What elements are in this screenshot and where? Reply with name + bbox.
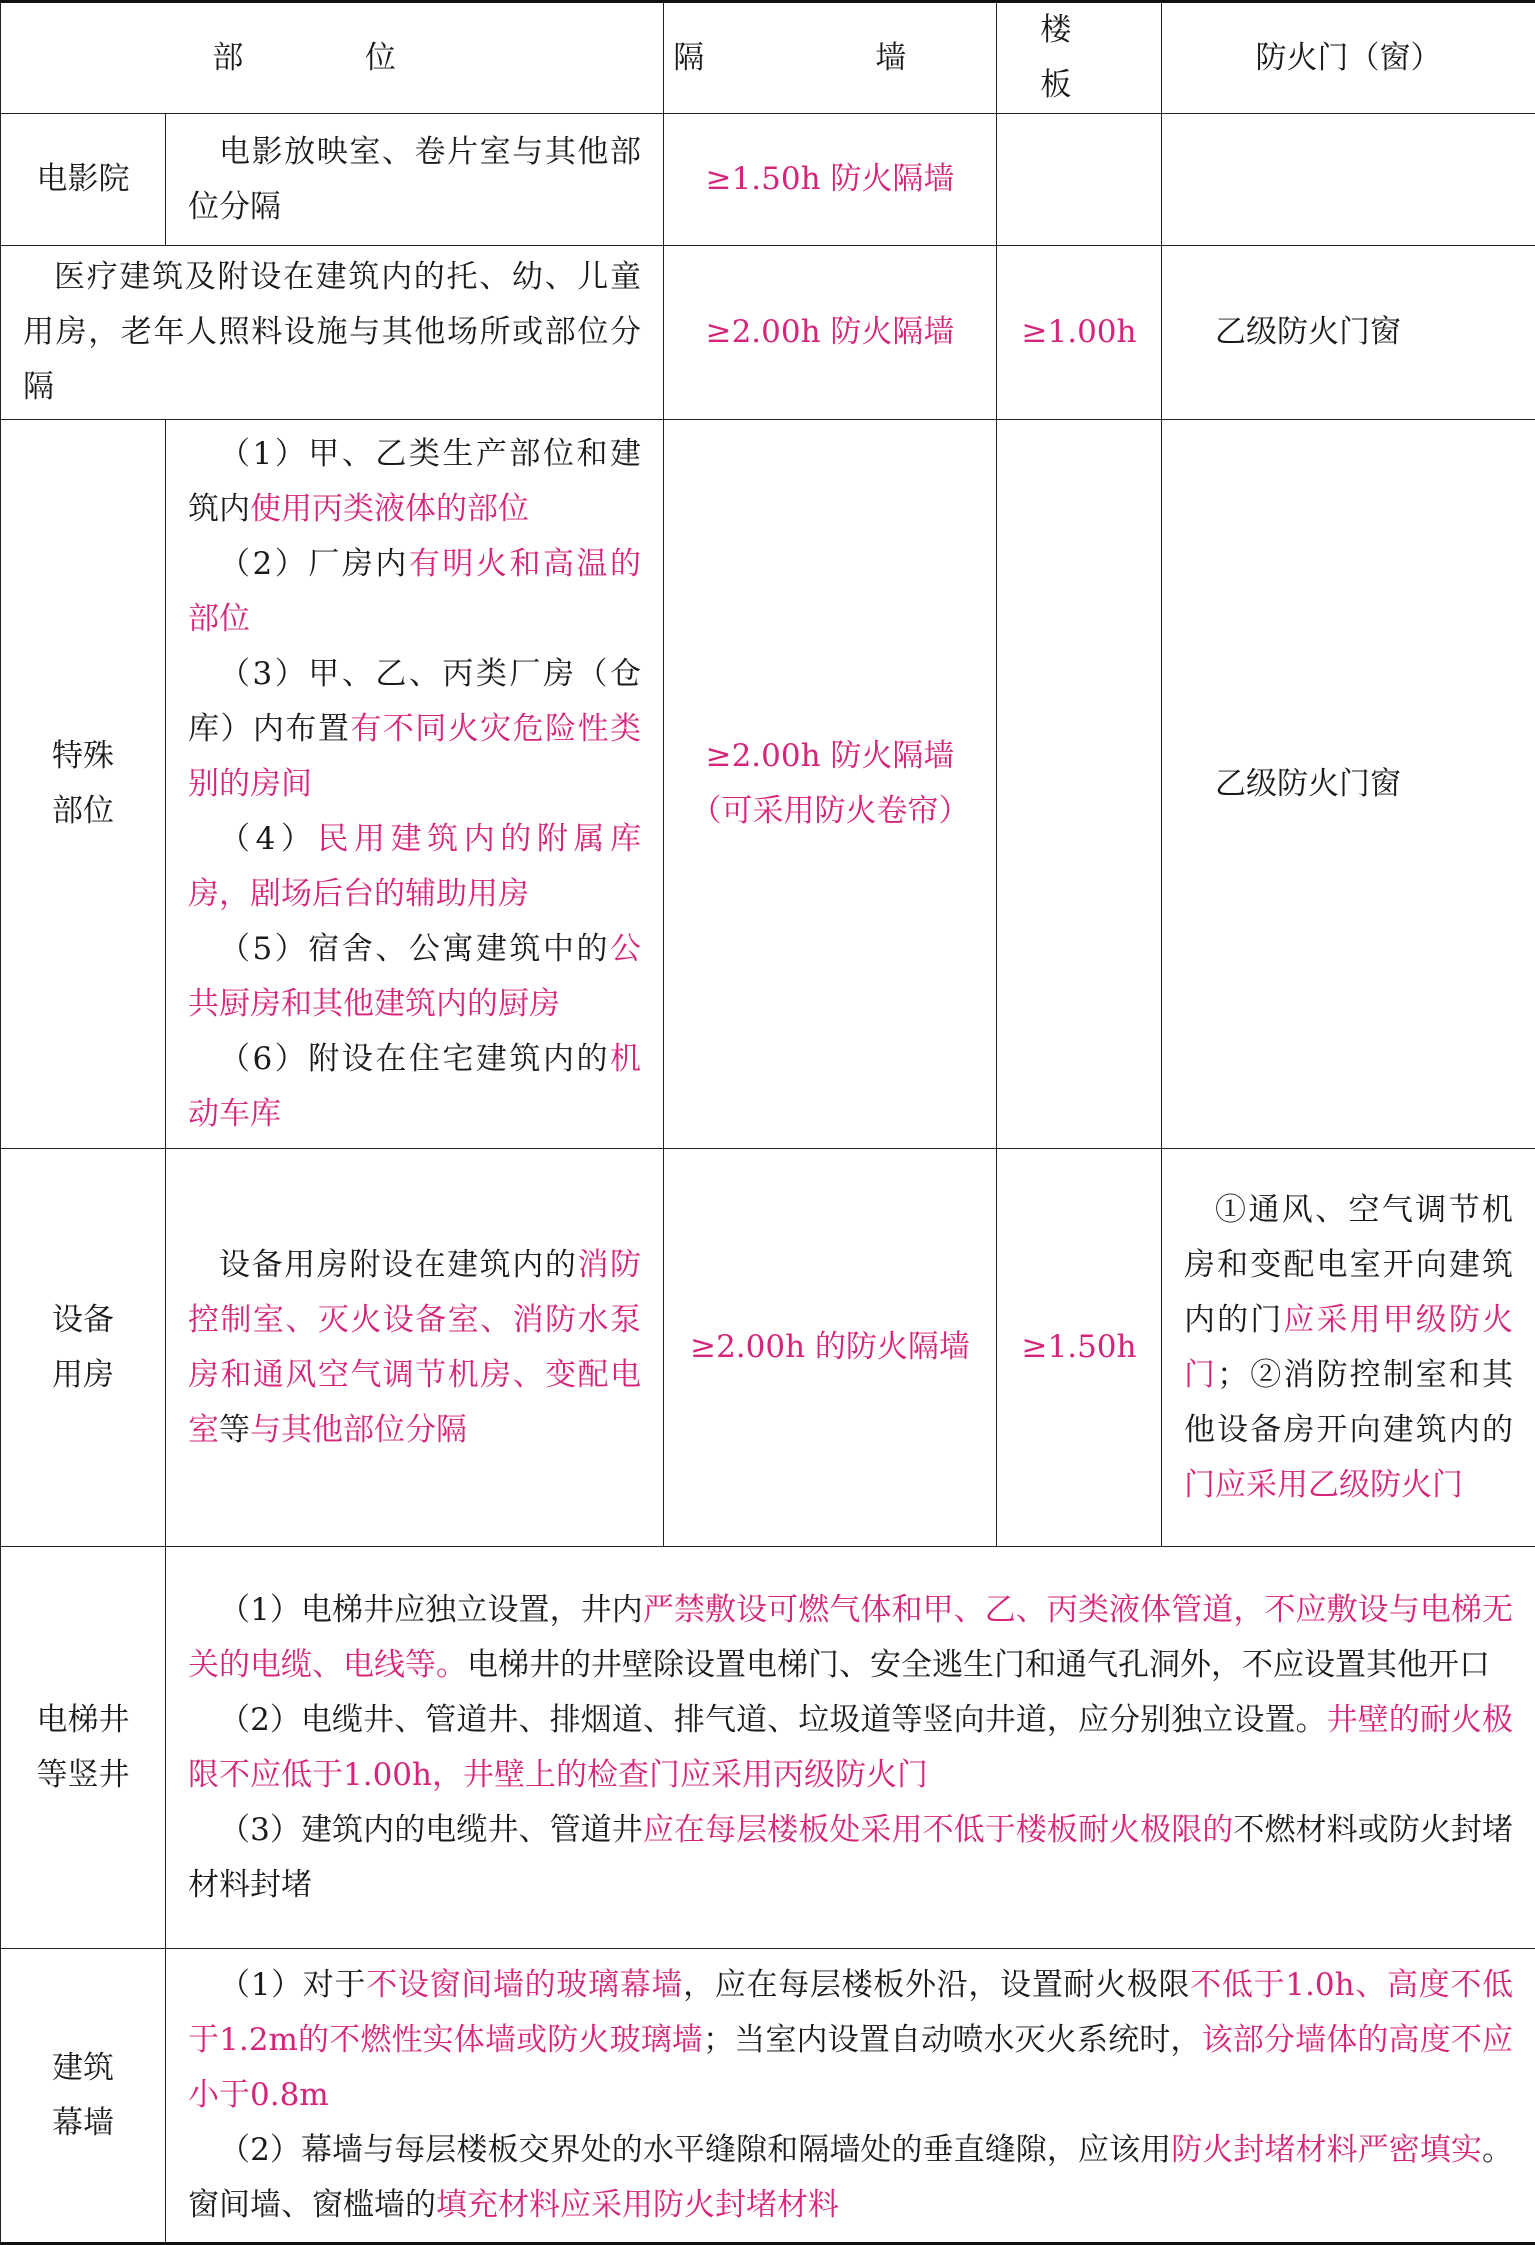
category-equipment: 设备 用房 <box>1 1149 166 1547</box>
list-item: （3）建筑内的电缆井、管道井应在每层楼板处采用不低于楼板耐火极限的不燃材料或防火封堵材料封堵 <box>188 1803 1513 1913</box>
list-item: （5）宿舍、公寓建筑中的公共厨房和其他建筑内的厨房 <box>188 922 641 1032</box>
list-item: （2）幕墙与每层楼板交界处的水平缝隙和隔墙处的垂直缝隙，应该用防火封堵材料严密填实。窗间墙、窗槛墙的填充材料应采用防火封堵材料 <box>188 2123 1513 2233</box>
list-item: （4）民用建筑内的附属库房，剧场后台的辅助用房 <box>188 812 641 922</box>
floor-medical: ≥1.00h <box>997 246 1162 420</box>
door-equipment: ①通风、空气调节机房和变配电室开向建筑内的门应采用甲级防火门；②消防控制室和其他设备房开向建筑内的门应采用乙级防火门 <box>1162 1149 1535 1547</box>
location-equipment: 设备用房附设在建筑内的消防控制室、灭火设备室、消防水泵房和通风空气调节机房、变配电室等与其他部位分隔 <box>166 1149 664 1547</box>
list-item: （2）电缆井、管道井、排烟道、排气道、垃圾道等竖向井道，应分别独立设置。井壁的耐火极限不应低于1.00h，井壁上的检查门应采用丙级防火门 <box>188 1693 1513 1803</box>
content-shaft <box>166 1547 1535 1949</box>
list-item: （1）电梯井应独立设置，井内严禁敷设可燃气体和甲、乙、丙类液体管道，不应敷设与电梯无关的电缆、电线等。电梯井的井壁除设置电梯门、安全逃生门和通气孔洞外，不应设置其他开口 <box>188 1583 1513 1693</box>
header-fire-door: 防火门（窗） <box>1162 2 1535 114</box>
floor-equipment: ≥1.50h <box>997 1149 1162 1547</box>
door-special: 乙级防火门窗 <box>1162 420 1535 1149</box>
table-row-special <box>1 420 1535 1149</box>
list-item: （1）对于不设窗间墙的玻璃幕墙，应在每层楼板外沿，设置耐火极限不低于1.0h、高度不低于1.2m的不燃性实体墙或防火玻璃墙；当室内设置自动喷水灭火系统时，该部分墙体的高度不应小于0.8m <box>188 1958 1513 2123</box>
list-item: （2）厂房内有明火和高温的部位 <box>188 537 641 647</box>
header-location: 部 位 <box>1 2 664 114</box>
wall-equipment: ≥2.00h 的防火隔墙 <box>664 1149 997 1547</box>
list-item: （3）甲、乙、丙类厂房（仓库）内布置有不同火灾危险性类别的房间 <box>188 647 641 812</box>
location-cinema: 电影放映室、卷片室与其他部位分隔 <box>166 114 664 246</box>
wall-cinema: ≥1.50h 防火隔墙 <box>664 114 997 246</box>
header-wall: 隔 墙 <box>664 2 997 114</box>
header-floor: 楼 板 <box>997 2 1162 114</box>
list-item: （1）甲、乙类生产部位和建筑内使用丙类液体的部位 <box>188 427 641 537</box>
door-medical: 乙级防火门窗 <box>1162 246 1535 420</box>
location-special <box>166 420 664 1149</box>
wall-special: ≥2.00h 防火隔墙 （可采用防火卷帘） <box>664 420 997 1149</box>
wall-medical: ≥2.00h 防火隔墙 <box>664 246 997 420</box>
location-medical: 医疗建筑及附设在建筑内的托、幼、儿童用房，老年人照料设施与其他场所或部位分隔 <box>1 246 664 420</box>
category-cinema: 电影院 <box>1 114 166 246</box>
floor-special <box>997 420 1162 1149</box>
category-curtain: 建筑 幕墙 <box>1 1949 166 2244</box>
table-row-medical <box>1 246 1535 420</box>
list-item: （6）附设在住宅建筑内的机动车库 <box>188 1032 641 1142</box>
category-special: 特殊 部位 <box>1 420 166 1149</box>
content-curtain <box>166 1949 1535 2244</box>
category-shaft: 电梯井 等竖井 <box>1 1547 166 1949</box>
table-row-curtain <box>1 1949 1535 2244</box>
table-row-shaft <box>1 1547 1535 1949</box>
floor-cinema <box>997 114 1162 246</box>
door-cinema <box>1162 114 1535 246</box>
table-row-cinema <box>1 114 1535 246</box>
table-row-equipment <box>1 1149 1535 1547</box>
